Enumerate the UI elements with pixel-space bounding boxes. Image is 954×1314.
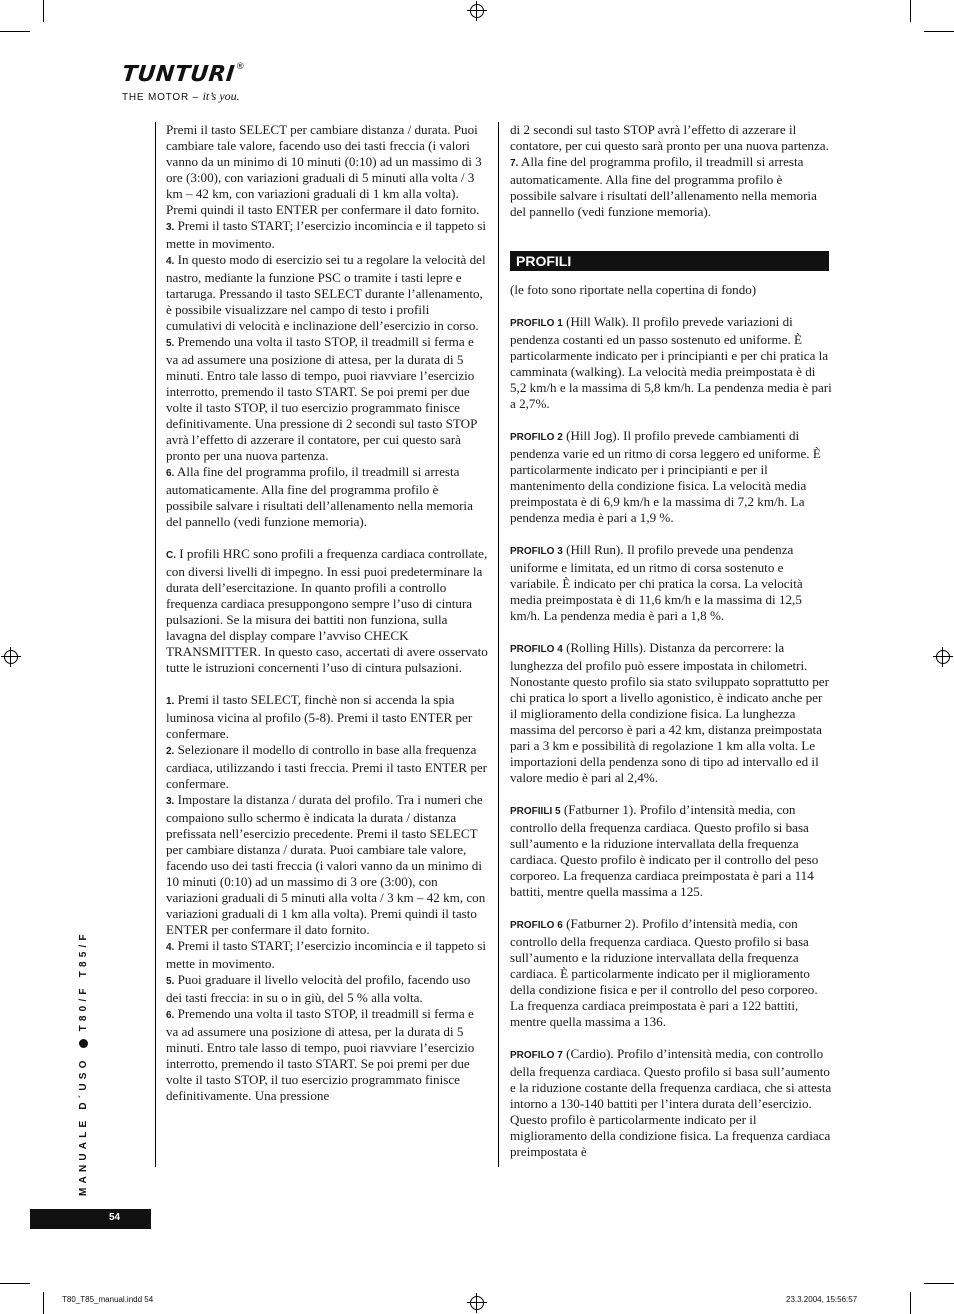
item-number: 3. (166, 222, 175, 233)
paragraph (510, 916, 832, 1030)
tagline-italic: it’s you. (202, 89, 240, 103)
paragraph-text: In questo modo di esercizio sei tu a regolare la velocità del nastro, mediante la funzione PSC o tramite i tasti lepre e tartaruga. Pressando il tasto SELECT durante l’allenamento, è possibile visualizzare nel campo di testo i profili cumulativi di velocità e inclinazione dell’esercizio in corso. (166, 252, 486, 333)
paragraph-text: Premi il tasto SELECT, finchè non si accenda la spia luminosa vicina al profilo (5-8). Premi il tasto ENTER per confermare. (166, 692, 473, 741)
paragraph-text: (le foto sono riportate nella copertina di fondo) (510, 282, 757, 297)
item-number: PROFILO 3 (510, 546, 563, 557)
paragraph-text: Premendo una volta il tasto STOP, il treadmill si ferma e va ad assumere una posizione di attesa, per la durata di 5 minuti. Entro tale lasso di tempo, puoi riavviare l’esercizio interrotto, premendo il tasto START. Se poi premi per due volte il tasto STOP, il tuo esercizio programmato finisce definitivamente. Una pressione (166, 1006, 475, 1103)
paragraph-text: Premi il tasto START; l’esercizio incomincia e il tappeto si mette in movimento. (166, 938, 486, 971)
paragraph-text: Premi il tasto SELECT per cambiare distanza / durata. Puoi cambiare tale valore, facendo uso dei tasti freccia (i valori vanno da un minimo di 10 minuti (0:10) ad un massimo di 3 ore (3:00), con variazioni graduali di 5 minuti alla volta / 3 km – 42 km, con variazioni graduali di 1 km alla volta). Premi quindi il tasto ENTER per confermare il dato fornito. (166, 122, 482, 217)
crop-mark (43, 1292, 44, 1314)
paragraph (166, 938, 488, 972)
paragraph (166, 334, 488, 464)
paragraph-text: Selezionare il modello di controllo in base alla frequenza cardiaca, utilizzando i tasti freccia. Premi il tasto ENTER per confermare. (166, 742, 488, 791)
paragraph (510, 802, 832, 900)
paragraph (166, 252, 488, 334)
item-number: PROFILO 7 (510, 1050, 563, 1061)
paragraph-text: Premendo una volta il tasto STOP, il treadmill si ferma e va ad assumere una posizione di attesa, per la durata di 5 minuti. Entro tale lasso di tempo, puoi riavviare l’esercizio interrotto, premendo il tasto START. Se poi premi per due volte il tasto STOP, il tuo esercizio programmato finisce definitivamente. Una pressione di 2 secondi sul tasto STOP avrà l’effetto di azzerare il contatore, per cui questo sarà pronto per una nuova partenza. (166, 334, 477, 463)
footer-timestamp: 23.3.2004, 15:56:57 (786, 1295, 858, 1304)
brand-name: TUNTURI (120, 62, 237, 87)
item-number: C. (166, 550, 176, 561)
paragraph (166, 692, 488, 742)
item-number: PROFILO 2 (510, 432, 563, 443)
vertical-sidebar-label (78, 930, 89, 1196)
paragraph (510, 154, 832, 220)
paragraph (510, 122, 832, 154)
item-number: 7. (510, 158, 519, 169)
paragraph-text: I profili HRC sono profili a frequenza cardiaca controllate, con diversi livelli di impegno. In essi puoi predeterminare la durata dell’esercitazione. In quanto profili a controllo frequenza cardiaca presuppongono sempre l’uso di cintura pulsazioni. Se la misura dei battiti non funziona, sulla lavagna del display compare l’avviso CHECK TRANSMITTER. In questo caso, accertati di avere osservato tutte le istruzioni concernenti l’uso di cintura pulsazioni. (166, 546, 488, 675)
paragraph-text: Premi il tasto START; l’esercizio incomincia e il tappeto si mette in movimento. (166, 218, 486, 251)
paragraph (510, 640, 832, 786)
paragraph-text: Alla fine del programma profilo, il treadmill si arresta automaticamente. Alla fine del programma profilo è possibile salvare i risultati dell’allenamento nella memoria del pannello (vedi funzione memoria). (510, 154, 817, 219)
paragraph (166, 792, 488, 938)
registered-mark: ® (235, 62, 245, 72)
paragraph-text: Puoi graduare il livello velocità del profilo, facendo uso dei tasti freccia: in su o in giù, del 5 % alla volta. (166, 972, 471, 1005)
brand-logo (122, 62, 245, 104)
tagline-caps: THE MOTOR – (122, 92, 199, 103)
paragraph-text: (Fatburner 2). Profilo d’intensità media, con controllo della frequenza cardiaca. Questo profilo si basa sull’aumento e la riduzione intervallata della frequenza cardiaca. È particolarmente indicato per il miglioramento della condizione fisica e per il controllo del peso corporeo. La frequenza cardiaca preimpostata è pari a 122 battiti, mentre quella massima a 136. (510, 916, 818, 1029)
paragraph-text: (Cardio). Profilo d’intensità media, con controllo della frequenza cardiaca. Questo profilo si basa sull’aumento e la riduzione costante della frequenza cardiaca, che si attesta intorno a 130-140 battiti per l’intera durata dell’esercizio. Questo profilo è particolarmente indicato per il miglioramento della condizione fisica. La frequenza cardiaca preimpostata è (510, 1046, 832, 1159)
paragraph (510, 542, 832, 624)
paragraph (166, 742, 488, 792)
item-number: 2. (166, 746, 175, 757)
registration-mark-icon (936, 650, 950, 664)
crop-mark (0, 1283, 30, 1284)
sidebar-manual-label: MANUALE D´USO (78, 1056, 89, 1196)
item-number: PROFILO 4 (510, 644, 563, 655)
page-number-bar (30, 1209, 151, 1229)
paragraph (510, 314, 832, 412)
paragraph-text: (Hill Walk). Il profilo prevede variazioni di pendenza costanti ed un passo sostenuto ed uniforme. È particolarmente indicato per i principianti e per chi pratica la camminata (walking). La velocità media preimpostata è di 5,2 km/h e la massima di 5,8 km/h. La pendenza media è pari a 2,7%. (510, 314, 832, 411)
paragraph-text: (Fatburner 1). Profilo d’intensità media, con controllo della frequenza cardiaca. Questo profilo si basa sull’aumento e la riduzione intervallata della frequenza cardiaca. Questo profilo è indicato per il controllo del peso corporeo. La frequenza cardiaca preimpostata è pari a 114 battiti, mentre quella massima a 125. (510, 802, 819, 899)
item-number: PROFIILI 5 (510, 806, 561, 817)
crop-mark (0, 31, 30, 32)
brand-tagline (122, 89, 245, 104)
registration-mark-icon (470, 1296, 484, 1310)
right-column-top (510, 122, 832, 220)
crop-mark (924, 31, 954, 32)
registration-mark-icon (4, 650, 18, 664)
paragraph (166, 122, 488, 218)
item-number: 1. (166, 696, 175, 707)
paragraph (510, 1046, 832, 1160)
paragraph (166, 218, 488, 252)
column-rule-middle (498, 122, 499, 1167)
right-column-profiles (510, 282, 832, 1160)
bullet-dot-icon (79, 1039, 88, 1048)
column-rule-left (155, 122, 156, 1167)
crop-mark (924, 1283, 954, 1284)
paragraph-text: Impostare la distanza / durata del profilo. Tra i numeri che compaiono sullo schermo è indicata la durata / distanza prefissata nell’esercizio precedente. Premi il tasto SELECT per cambiare distanza / durata. Puoi cambiare tale valore, facendo uso dei tasti freccia (i valori vanno da un minimo di 10 minuti (0:10) ad un massimo di 3 ore (3:00), con variazioni graduali di 5 minuti alla volta / 3 km – 42 km, con variazioni graduali di 1 km alla volta). Premi quindi il tasto ENTER per confermare il dato fornito. (166, 792, 486, 937)
paragraph (166, 464, 488, 530)
item-number: 3. (166, 796, 175, 807)
item-number: 6. (166, 1010, 175, 1021)
footer-filename: T80_T85_manual.indd 54 (62, 1295, 154, 1304)
section-heading-profili: PROFILI (510, 251, 829, 271)
item-number: PROFILO 1 (510, 318, 563, 329)
paragraph (166, 972, 488, 1006)
paragraph (166, 1006, 488, 1104)
crop-mark (43, 0, 44, 22)
paragraph (510, 282, 832, 298)
item-number: 6. (166, 468, 175, 479)
registration-mark-icon (470, 4, 484, 18)
paragraph-text: (Rolling Hills). Distanza da percorrere: la lunghezza del profilo può essere impostata in chilometri. Nonostante questo profilo sia stato sviluppato soprattutto per chi pratica lo sport a livello agonistico, è indicato anche per il miglioramento della condizione fisica. La lunghezza massima del percorso è pari a 42 km, distanza preimpostata pari a 3 km e possibilità di regolazione 1 km alla volta. Le importazioni della pendenza sono di tipo ad intervallo ed il valore medio è pari al 2,4%. (510, 640, 829, 785)
paragraph (166, 546, 488, 676)
crop-mark (910, 0, 911, 22)
left-column (166, 122, 488, 1104)
item-number: 4. (166, 942, 175, 953)
paragraph-text: (Hill Jog). Il profilo prevede cambiamenti di pendenza varie ed un ritmo di corsa leggero ed uniforme. È particolarmente indicato per i principianti e per il mantenimento della condizione fisica. La velocità media preimpostata è di 6,9 km/h e la massima di 7,2 km/h. La pendenza media è pari a 1,9 %. (510, 428, 821, 525)
paragraph-text: di 2 secondi sul tasto STOP avrà l’effetto di azzerare il contatore, per cui questo sarà pronto per una nuova partenza. (510, 122, 829, 153)
paragraph-text: (Hill Run). Il profilo prevede una pendenza uniforme e limitata, ed un ritmo di corsa sostenuto e variabile. È indicato per chi pratica la corsa. La velocità media preimpostata è di 11,6 km/h e la massima di 12,5 km/h. La pendenza media è pari a 1,8 %. (510, 542, 803, 623)
crop-mark (910, 1292, 911, 1314)
item-number: 4. (166, 256, 175, 267)
paragraph-text: Alla fine del programma profilo, il treadmill si arresta automaticamente. Alla fine del programma profilo è possibile salvare i risultati dell’allenamento nella memoria del pannello (vedi funzione memoria). (166, 464, 473, 529)
sidebar-model-label: T80/F T85/F (78, 930, 89, 1032)
page-number: 54 (109, 1212, 121, 1223)
item-number: 5. (166, 976, 175, 987)
item-number: 5. (166, 338, 175, 349)
paragraph (510, 428, 832, 526)
item-number: PROFILO 6 (510, 920, 563, 931)
